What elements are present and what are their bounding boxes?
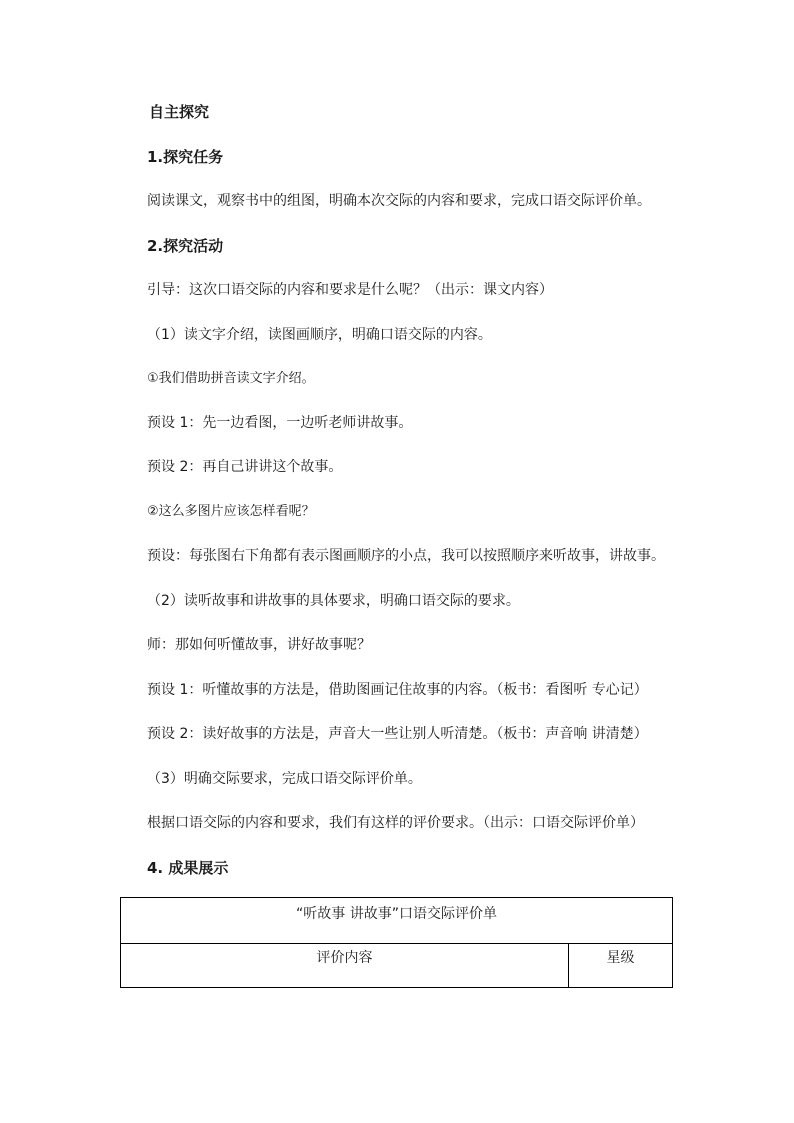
evaluation-table xyxy=(120,897,673,988)
evaluation-column-stars: 星级 xyxy=(606,950,635,966)
activity-line-preset5: 预设 2：读好故事的方法是，声音大一些让别人听清楚。（板书：声音响 讲清楚） xyxy=(147,726,648,742)
activity-line-conclusion: 根据口语交际的内容和要求，我们有这样的评价要求。（出示：口语交际评价单） xyxy=(147,815,644,831)
activity-line-teacher: 师：那如何听懂故事，讲好故事呢？ xyxy=(147,637,371,653)
activity-line-step1: （1）读文字介绍，读图画顺序，明确口语交际的内容。 xyxy=(147,327,492,343)
evaluation-table-header-row xyxy=(121,944,672,987)
activity-line-sub2: ②这么多图片应该怎样看呢？ xyxy=(147,504,315,519)
activity-heading: 2.探究活动 xyxy=(147,237,224,255)
activity-line-preset1: 预设 1：先一边看图，一边听老师讲故事。 xyxy=(147,415,413,431)
activity-line-preset3: 预设：每张图右下角都有表示图画顺序的小点，我可以按照顺序来听故事，讲故事。 xyxy=(147,548,665,564)
activity-line-sub1: ①我们借助拼音读文字介绍。 xyxy=(147,371,315,386)
activity-line-step3: （3）明确交际要求，完成口语交际评价单。 xyxy=(147,771,422,787)
evaluation-column-content: 评价内容 xyxy=(121,944,569,987)
activity-line-intro: 引导：这次口语交际的内容和要求是什么呢？（出示：课文内容） xyxy=(147,282,553,298)
evaluation-table-title: “听故事 讲故事”口语交际评价单 xyxy=(121,898,672,944)
results-heading: 4. 成果展示 xyxy=(147,859,229,877)
task-heading: 1.探究任务 xyxy=(147,148,224,166)
task-text: 阅读课文，观察书中的组图，明确本次交际的内容和要求，完成口语交际评价单。 xyxy=(147,193,651,209)
activity-line-preset2: 预设 2：再自己讲讲这个故事。 xyxy=(147,459,343,475)
activity-line-step2: （2）读听故事和讲故事的具体要求，明确口语交际的要求。 xyxy=(147,593,520,609)
activity-line-preset4: 预设 1：听懂故事的方法是，借助图画记住故事的内容。（板书：看图听 专心记） xyxy=(147,682,648,698)
section-title: 自主探究 xyxy=(149,103,210,121)
